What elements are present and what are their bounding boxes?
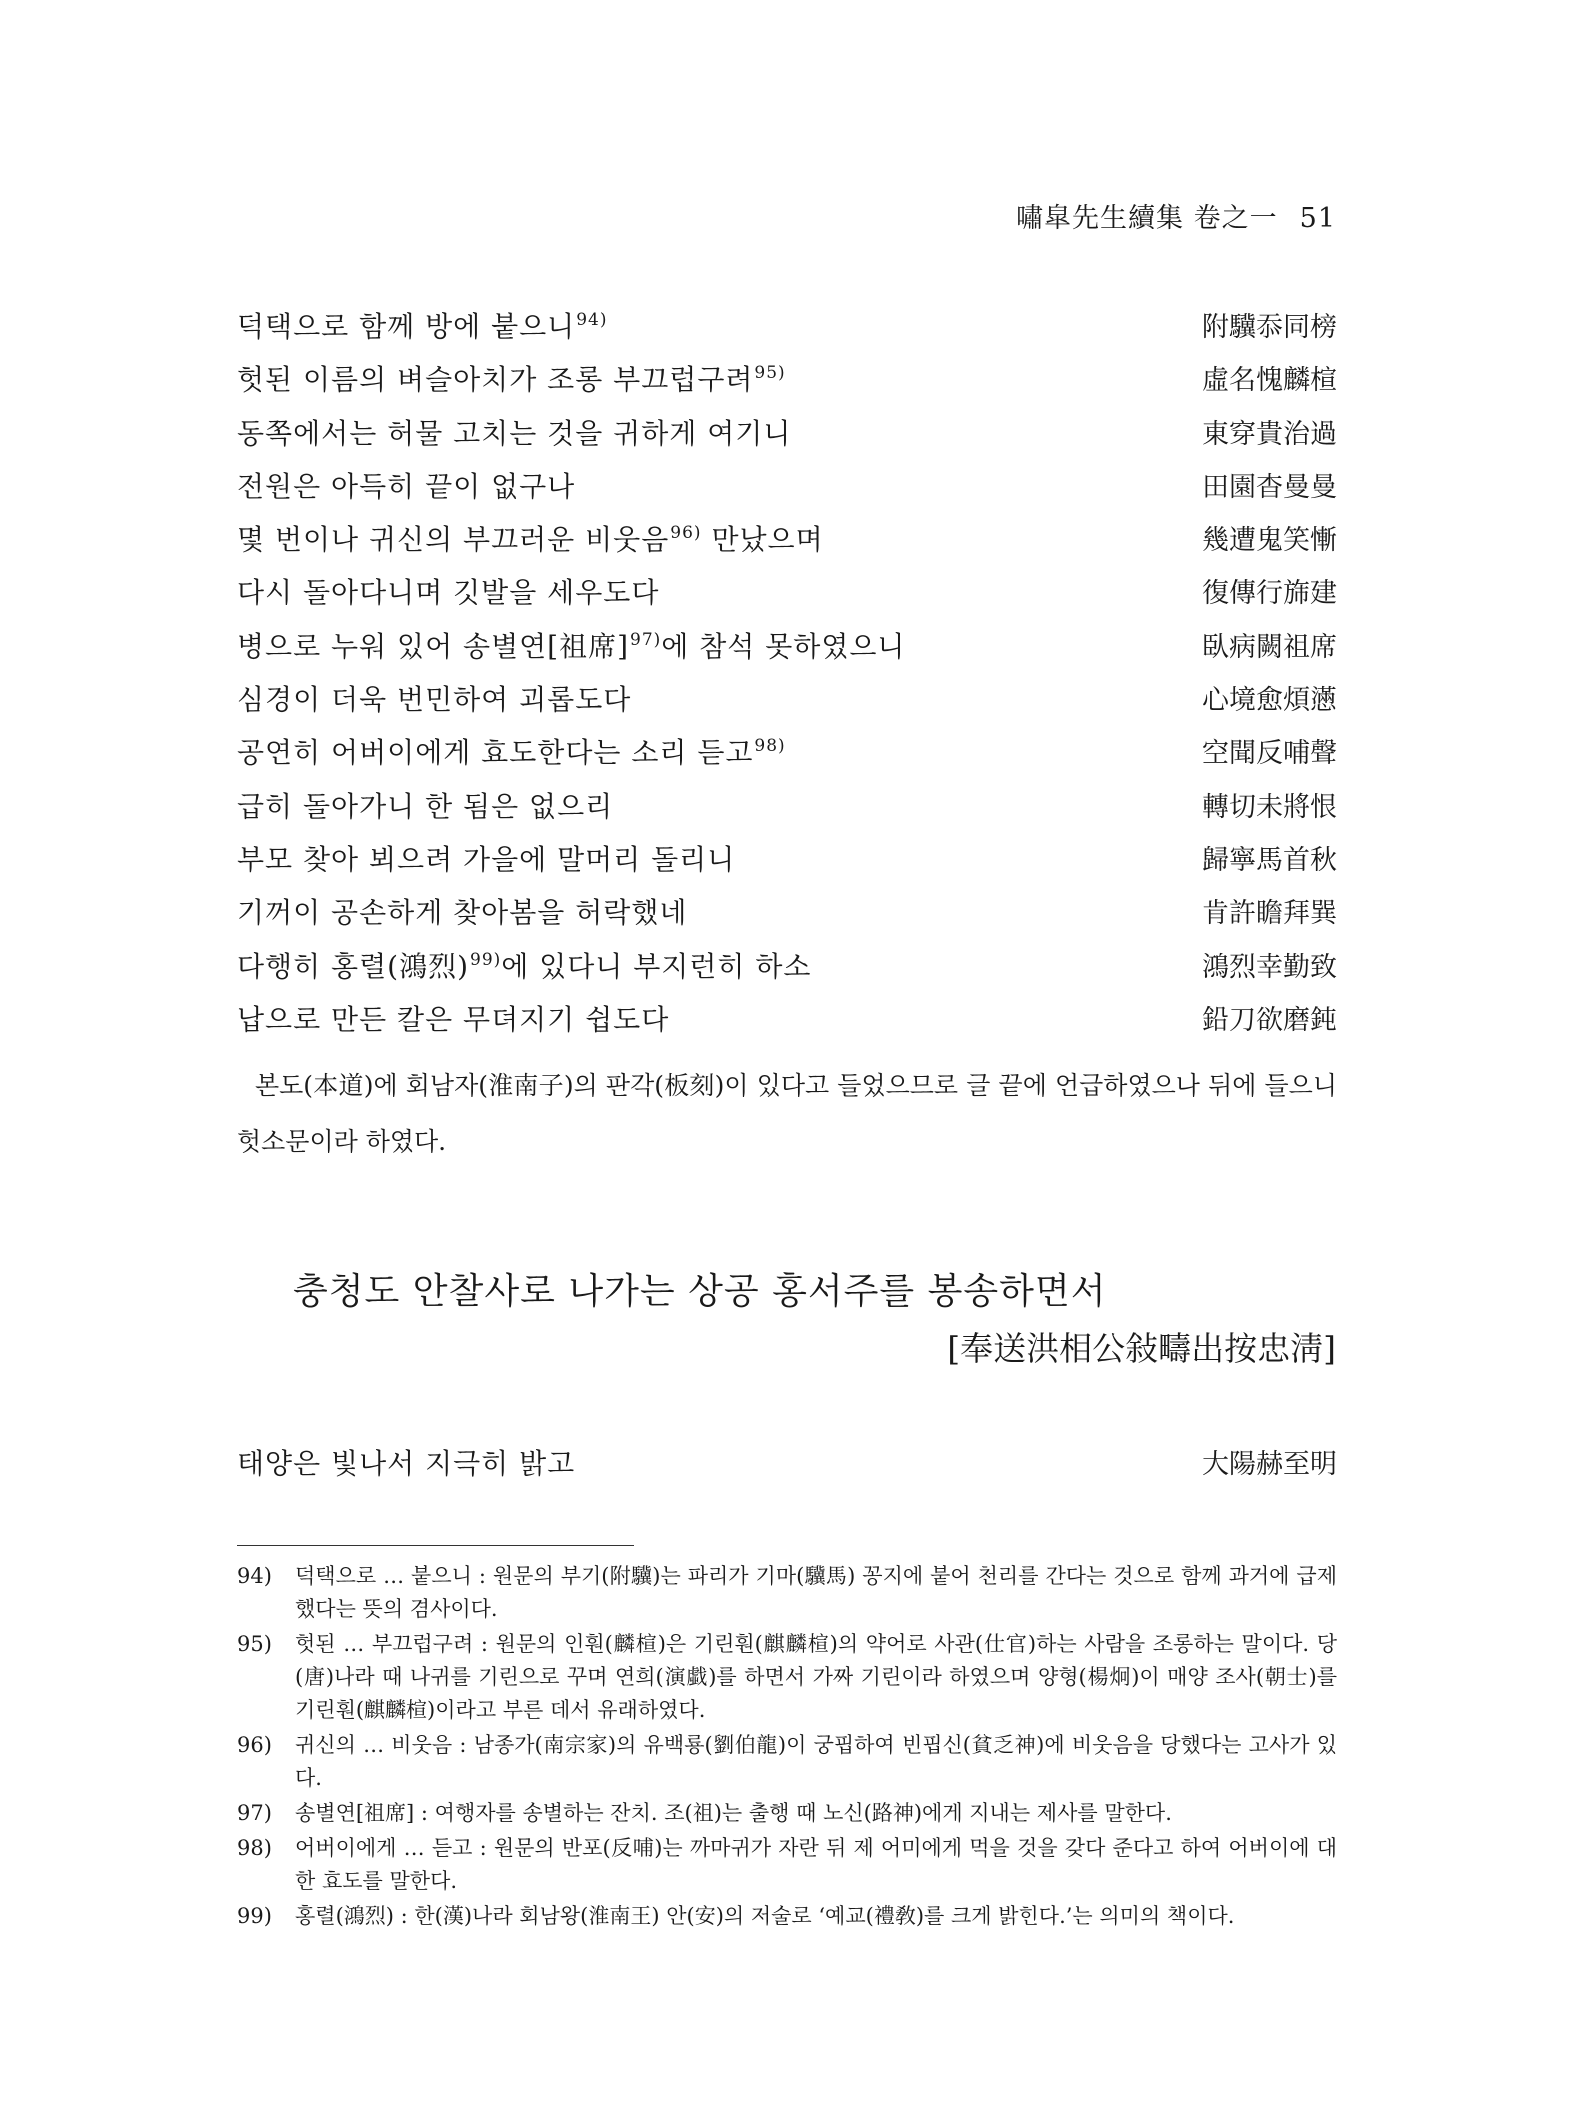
korean-line — [237, 358, 786, 398]
poem-title: 충청도 안찰사로 나가는 상공 홍서주를 봉송하면서 — [293, 1271, 1107, 1312]
footnote-ref: 97) — [630, 629, 662, 650]
korean-line — [237, 465, 575, 505]
footnote-text: 송별연[祖席] : 여행자를 송별하는 잔치. 조(祖)는 출행 때 노신(路神)에게 지내는 제사를 말한다. — [295, 1801, 1172, 1825]
korean-text: 동쪽에서는 허물 고치는 것을 귀하게 여기니 — [237, 416, 792, 450]
korean-text: 납으로 만든 칼은 무뎌지기 쉽도다 — [237, 1002, 670, 1036]
poem-line — [237, 571, 1337, 624]
poem-line — [237, 998, 1337, 1051]
korean-text-after: 에 있다니 부지런히 하소 — [501, 949, 812, 983]
footnote-ref: 96) — [670, 523, 702, 544]
poem-line — [237, 518, 1337, 571]
poem-line — [237, 678, 1337, 731]
footnote — [237, 1900, 1337, 1933]
footnote-number: 95) — [237, 1632, 272, 1656]
chinese-line: 轉切未將恨 — [1202, 791, 1337, 823]
poem-line — [237, 731, 1337, 784]
korean-line — [237, 838, 735, 878]
chinese-line: 歸寧馬首秋 — [1202, 844, 1337, 876]
footnote-ref: 99) — [470, 949, 502, 970]
korean-text: 헛된 이름의 벼슬아치가 조롱 부끄럽구려 — [237, 363, 754, 397]
poem2-body — [237, 1442, 1337, 1495]
korean-text: 급히 돌아가니 한 됨은 없으리 — [237, 789, 614, 823]
footnote-ref: 94) — [576, 310, 608, 330]
korean-line — [237, 945, 811, 985]
korean-line — [237, 998, 669, 1038]
korean-line — [237, 678, 631, 718]
footnote-divider — [237, 1545, 634, 1546]
korean-line — [237, 305, 608, 345]
footnote — [237, 1832, 1337, 1898]
korean-line — [237, 1442, 575, 1482]
chinese-line: 大陽赫至明 — [1202, 1449, 1337, 1480]
footnote-number: 94) — [237, 1564, 272, 1588]
korean-line — [237, 625, 905, 665]
author-note: 본도(本道)에 회남자(淮南子)의 판각(板刻)이 있다고 들었으므로 글 끝에 언급하였으나 뒤에 들으니 헛소문이라 하였다. — [237, 1071, 1337, 1156]
footnote — [237, 1797, 1337, 1830]
footnote-text: 헛된 … 부끄럽구려 : 원문의 인훤(麟楦)은 기린훤(麒麟楦)의 약어로 사관(仕官)하는 사람을 조롱하는 말이다. 당(唐)나라 때 나귀를 기린으로 꾸며 연희(演戱)를 하면서 가짜 기린이라 하였으며 양형(楊炯)이 매양 조사(朝士)를 기린훤(麒麟楦)이라고 부른 데서 유래하였다. — [295, 1632, 1337, 1722]
footnote-number: 96) — [237, 1733, 272, 1757]
footnote-ref: 95) — [754, 363, 786, 384]
korean-line — [237, 412, 791, 452]
korean-text: 심경이 더욱 번민하여 괴롭도다 — [237, 683, 632, 717]
chinese-line: 附驥忝同榜 — [1202, 312, 1337, 343]
poem-body — [237, 305, 1337, 1051]
chinese-line: 肯許瞻拜巽 — [1202, 898, 1337, 930]
korean-text: 전원은 아득히 끝이 없구나 — [237, 469, 576, 503]
footnote — [237, 1560, 1337, 1626]
chinese-line: 東穿貴治過 — [1202, 418, 1337, 450]
footnote-number: 99) — [237, 1904, 272, 1928]
chinese-line: 臥病闕祖席 — [1202, 631, 1337, 663]
page-number: 51 — [1299, 203, 1336, 234]
poem-line — [237, 358, 1337, 411]
footnote-ref: 98) — [754, 736, 786, 757]
korean-text: 태양은 빛나서 지극히 밝고 — [237, 1447, 576, 1480]
chinese-line: 鴻烈幸勤致 — [1202, 951, 1337, 983]
poem-line — [237, 465, 1337, 518]
korean-text: 기꺼이 공손하게 찾아봄을 허락했네 — [237, 896, 688, 930]
poem-line — [237, 891, 1337, 944]
footnote — [237, 1628, 1337, 1727]
korean-text: 다행히 홍렬(鴻烈) — [237, 949, 469, 983]
poem-line — [237, 412, 1337, 465]
chinese-line: 田園杳曼曼 — [1202, 471, 1337, 503]
chinese-line: 心境愈煩懣 — [1202, 685, 1337, 717]
korean-text-after: 에 참석 못하였으니 — [661, 629, 906, 663]
footnote — [237, 1729, 1337, 1795]
korean-text: 덕택으로 함께 방에 붙으니 — [237, 310, 576, 343]
footnote-text: 어버이에게 … 듣고 : 원문의 반포(反哺)는 까마귀가 자란 뒤 제 어미에게 먹을 것을 갖다 준다고 하여 어버이에 대한 효도를 말한다. — [295, 1836, 1337, 1893]
poem-line — [237, 625, 1337, 678]
chinese-line: 虛名愧麟楦 — [1202, 365, 1337, 397]
poem-line — [237, 1442, 1337, 1495]
chinese-line: 復傳行旆建 — [1202, 578, 1337, 610]
korean-text: 병으로 누워 있어 송별연[祖席] — [237, 629, 630, 663]
korean-text-after: 만났으며 — [701, 523, 824, 557]
korean-text: 공연히 어버이에게 효도한다는 소리 듣고 — [237, 736, 754, 770]
footnotes — [237, 1560, 1337, 1935]
korean-text: 몇 번이나 귀신의 부끄러운 비웃음 — [237, 523, 670, 557]
chinese-line: 幾遭鬼笑慚 — [1202, 525, 1337, 557]
footnote-number: 97) — [237, 1801, 272, 1825]
korean-line — [237, 518, 824, 558]
footnote-text: 덕택으로 … 붙으니 : 원문의 부기(附驥)는 파리가 기마(驥馬) 꽁지에 붙어 천리를 간다는 것으로 함께 과거에 급제했다는 뜻의 겸사이다. — [295, 1564, 1337, 1621]
korean-line — [237, 891, 687, 931]
korean-text: 다시 돌아다니며 깃발을 세우도다 — [237, 576, 660, 610]
poem-line — [237, 945, 1337, 998]
korean-line — [237, 731, 786, 771]
korean-line — [237, 571, 659, 611]
korean-text: 부모 찾아 뵈으려 가을에 말머리 돌리니 — [237, 842, 736, 876]
poem-line — [237, 838, 1337, 891]
poem-subtitle: [奉送洪相公敍疇出按忠淸] — [947, 1329, 1336, 1368]
footnote-text: 홍렬(鴻烈) : 한(漢)나라 회남왕(淮南王) 안(安)의 저술로 ‘예교(禮敎)를 크게 밝힌다.’는 의미의 책이다. — [295, 1904, 1235, 1928]
footnote-text: 귀신의 … 비웃음 : 남종가(南宗家)의 유백룡(劉伯龍)이 궁핍하여 빈핍신(貧乏神)에 비웃음을 당했다는 고사가 있다. — [295, 1733, 1337, 1790]
running-header — [1016, 196, 1336, 235]
footnote-number: 98) — [237, 1836, 272, 1860]
korean-line — [237, 785, 613, 825]
poem-line — [237, 785, 1337, 838]
chinese-line: 鉛刀欲磨鈍 — [1202, 1004, 1337, 1036]
poem-line — [237, 305, 1337, 358]
chinese-line: 空聞反哺聲 — [1202, 738, 1337, 770]
header-title: 嘯皐先生續集 卷之一 — [1016, 203, 1278, 234]
